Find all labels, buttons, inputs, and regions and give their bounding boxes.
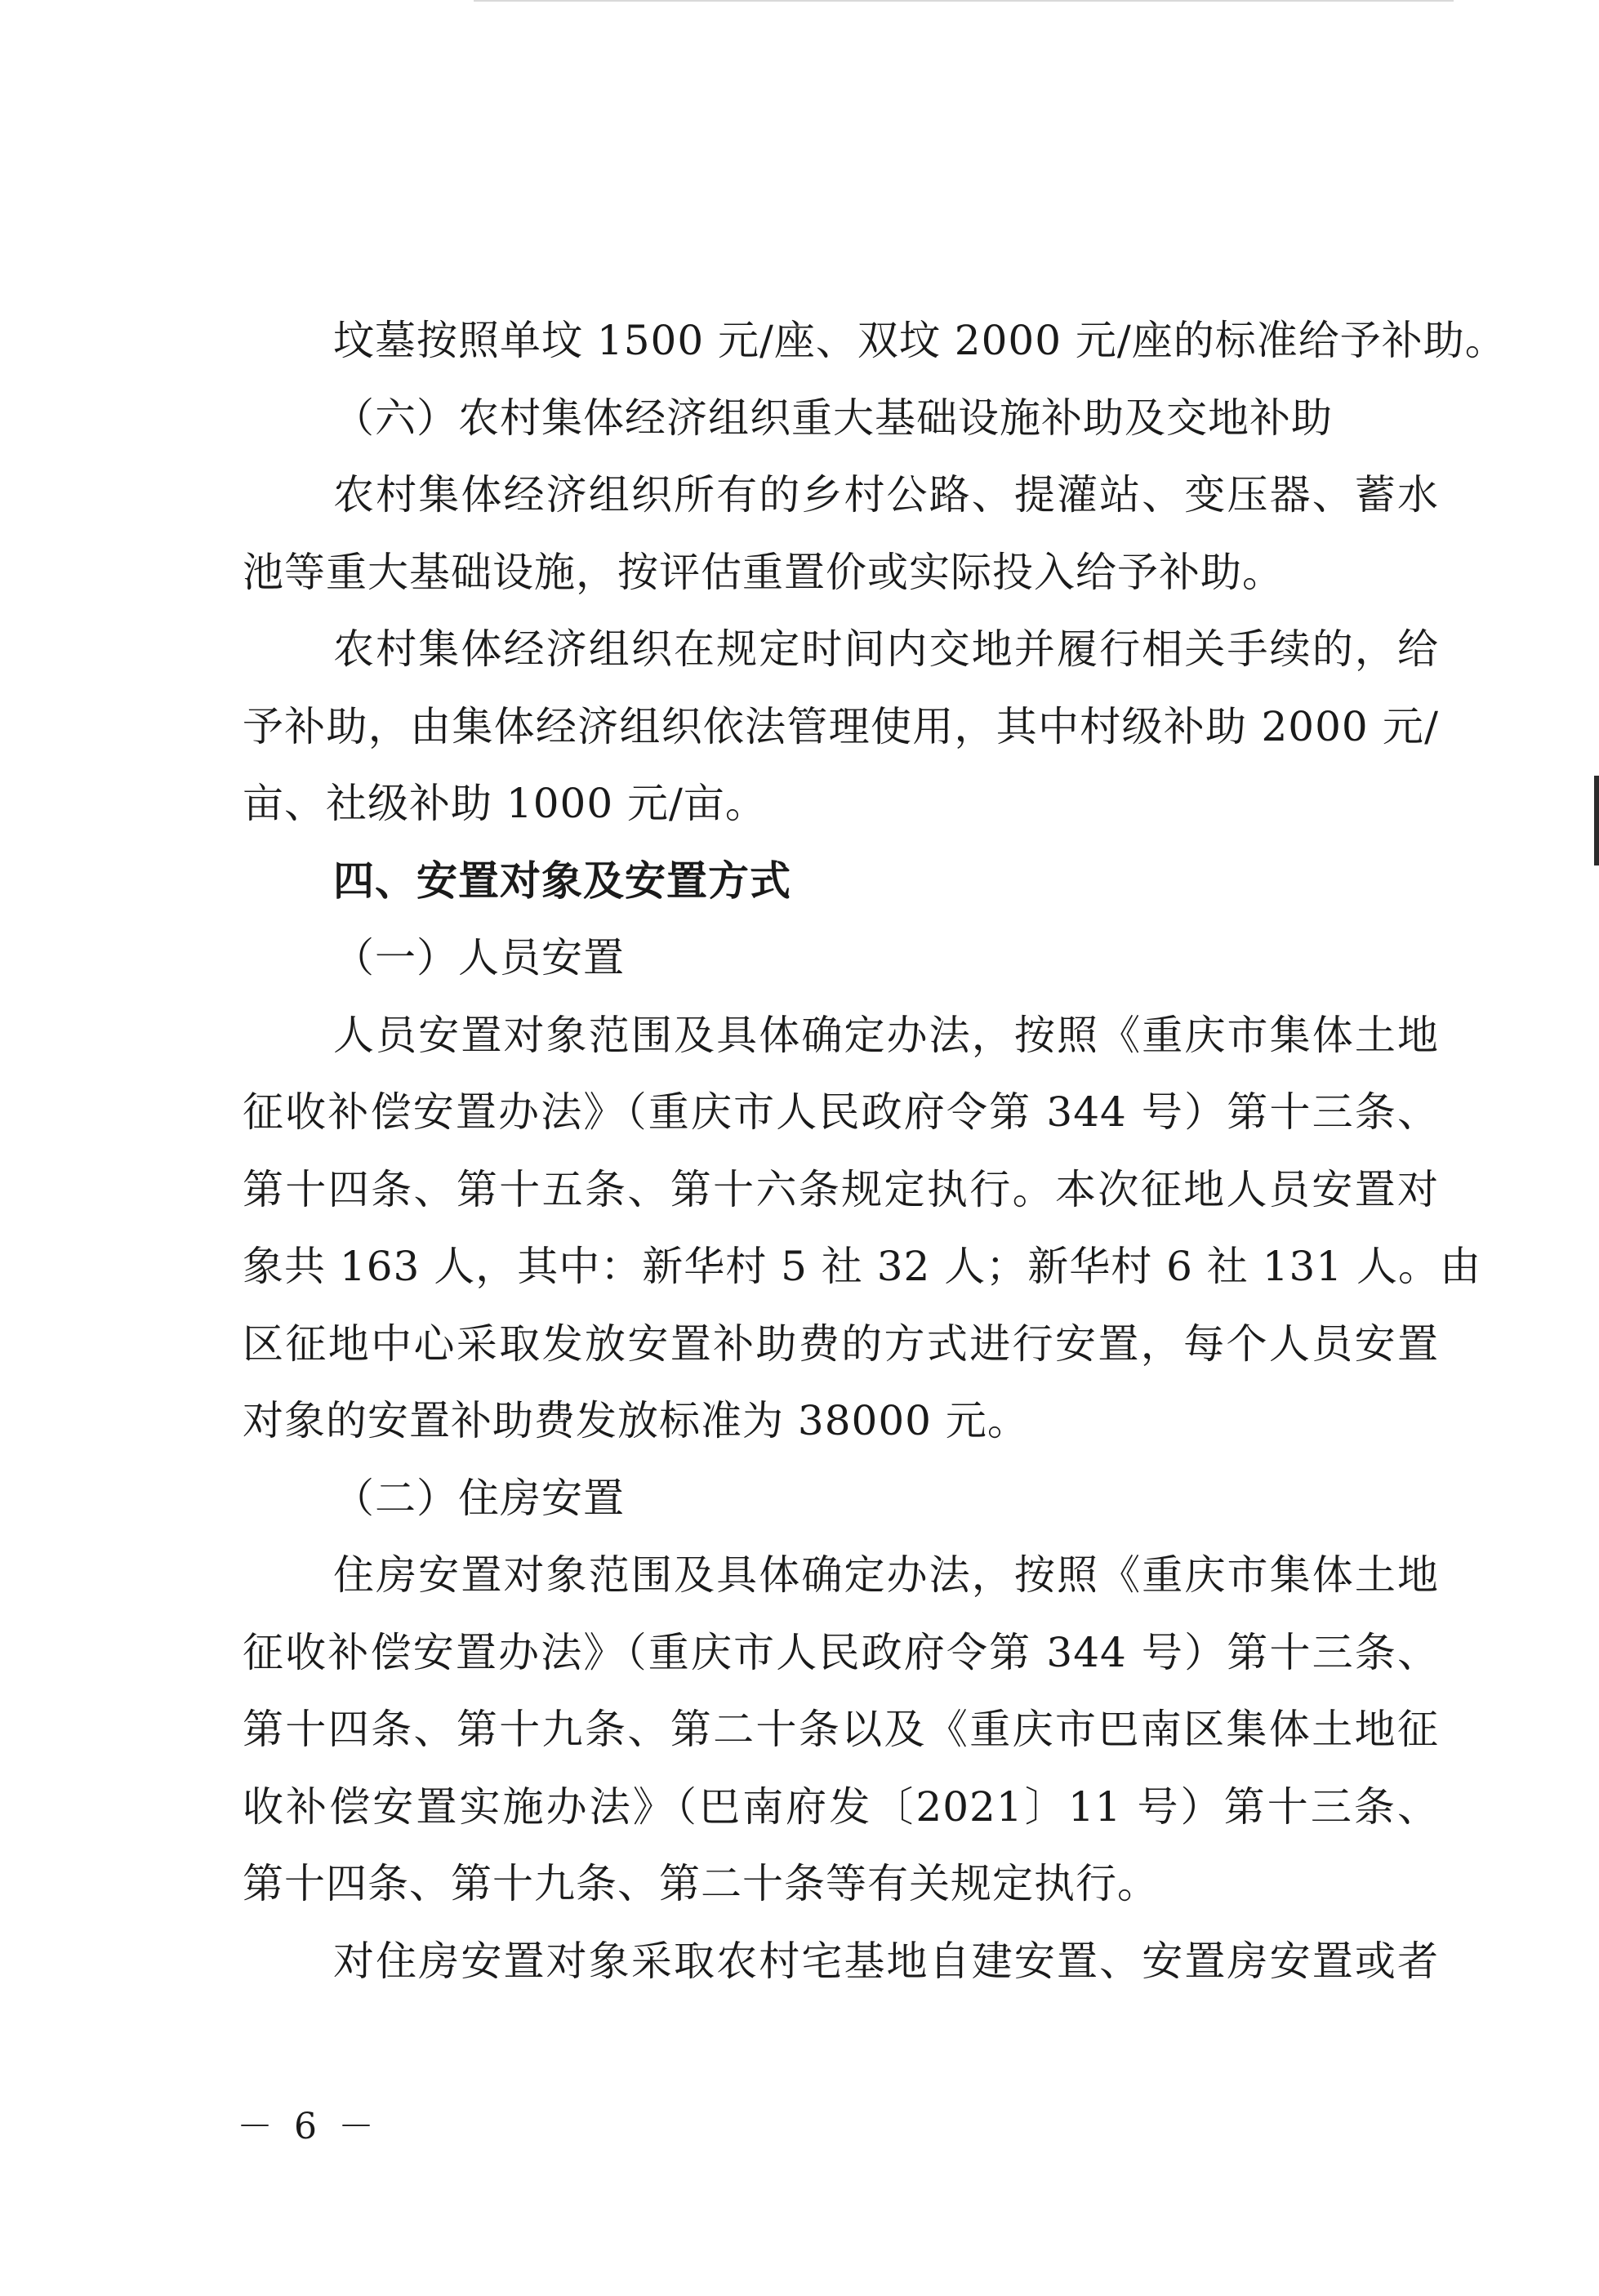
text-line-content: 征收补偿安置办法》（重庆市人民政府令第 344 号）第十三条、 [243, 1628, 1439, 1676]
text-line-content: 征收补偿安置办法》（重庆市人民政府令第 344 号）第十三条、 [243, 1088, 1439, 1136]
text-line-content: 第十四条、第十九条、第二十条等有关规定执行。 [243, 1860, 1159, 1907]
section-heading: 四、安置对象及安置方式 [333, 857, 791, 905]
text-line-content: 池等重大基础设施，按评估重置价或实际投入给予补助。 [243, 548, 1284, 596]
text-line-content: （一）人员安置 [333, 934, 625, 981]
text-line-content: 对住房安置对象采取农村宅基地自建安置、安置房安置或者 [333, 1937, 1439, 1985]
text-line-content: 予补助，由集体经济组织依法管理使用，其中村级补助 2000 元/ [243, 702, 1439, 750]
text-line-content: 亩、社级补助 1000 元/亩。 [243, 780, 767, 827]
text-line-content: 坟墓按照单坟 1500 元/座、双坟 2000 元/座的标准给予补助。 [333, 317, 1507, 364]
text-line-content: 人员安置对象范围及具体确定办法，按照《重庆市集体土地 [333, 1011, 1439, 1059]
text-line-content: 象共 163 人，其中：新华村 5 社 32 人；新华村 6 社 131 人。由 [243, 1243, 1482, 1290]
page-number: － 6 － [237, 2106, 379, 2147]
scan-top-rule [474, 0, 1454, 2]
text-line-content: 收补偿安置实施办法》（巴南府发〔2021〕11 号）第十三条、 [243, 1782, 1439, 1831]
text-line-content: （二）住房安置 [333, 1474, 625, 1522]
text-line-content: 对象的安置补助费发放标准为 38000 元。 [243, 1397, 1029, 1444]
text-line-content: 农村集体经济组织在规定时间内交地并履行相关手续的，给 [333, 625, 1439, 673]
text-line-content: 农村集体经济组织所有的乡村公路、提灌站、变压器、蓄水 [333, 471, 1439, 518]
text-line-content: （六）农村集体经济组织重大基础设施补助及交地补助 [333, 394, 1333, 442]
text-line-content: 第十四条、第十五条、第十六条规定执行。本次征地人员安置对 [243, 1165, 1439, 1213]
text-line-content: 第十四条、第十九条、第二十条以及《重庆市巴南区集体土地征 [243, 1706, 1439, 1753]
scan-edge-mark [1594, 776, 1599, 865]
text-line-content: 区征地中心采取发放安置补助费的方式进行安置，每个人员安置 [243, 1319, 1439, 1368]
text-line-content: 住房安置对象范围及具体确定办法，按照《重庆市集体土地 [333, 1551, 1439, 1599]
